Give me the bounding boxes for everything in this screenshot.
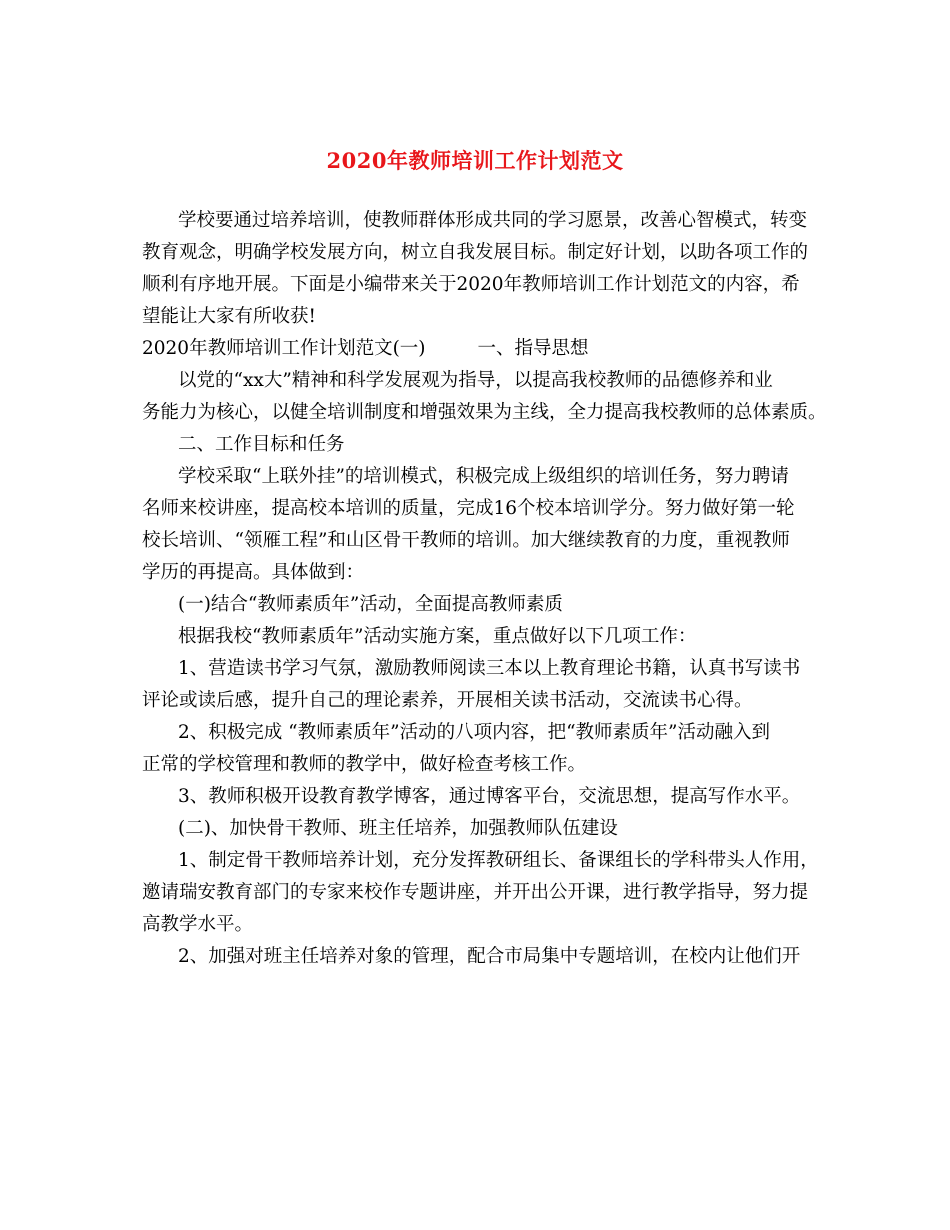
paragraph-line: 1、制定骨干教师培养计划，充分发挥教研组长、备课组长的学科带头人作用，: [178, 850, 819, 871]
paragraph-line: 评论或读后感，提升自己的理论素养，开展相关读书活动，交流读书心得。: [142, 690, 753, 711]
paragraph-line: 学校要通过培养培训，使教师群体形成共同的学习愿景，改善心智模式，转变: [178, 210, 808, 231]
paragraph-line: 顺利有序地开展。下面是小编带来关于2020年教师培训工作计划范文的内容，希: [142, 274, 800, 295]
paragraph-line: 务能力为核心，以健全培训制度和增强效果为主线，全力提高我校教师的总体素质。: [142, 402, 827, 423]
subsection-heading: 二、工作目标和任务: [178, 434, 345, 455]
paragraph-line: 2、加强对班主任培养对象的管理，配合市局集中专题培训，在校内让他们开: [178, 946, 801, 967]
paragraph-line: 正常的学校管理和教师的教学中，做好检查考核工作。: [142, 754, 587, 775]
paragraph-line: 以党的“xx大”精神和科学发展观为指导，以提高我校教师的品德修养和业: [178, 370, 773, 391]
paragraph-line: 2、积极完成 “教师素质年”活动的八项内容，把“教师素质年”活动融入到: [178, 722, 770, 743]
paragraph-line: 学历的再提高。具体做到：: [142, 562, 365, 583]
subsection-heading: (一)结合“教师素质年”活动，全面提高教师素质: [178, 594, 563, 615]
paragraph-line: 名师来校讲座，提高校本培训的质量，完成16个校本培训学分。努力做好第一轮: [142, 498, 795, 519]
paragraph-line: 望能让大家有所收获!: [142, 306, 316, 327]
paragraph-line: 高教学水平。: [142, 914, 254, 935]
paragraph-line: 教育观念，明确学校发展方向，树立自我发展目标。制定好计划，以助各项工作的: [142, 242, 809, 263]
paragraph-line: 3、教师积极开设教育教学博客，通过博客平台，交流思想，提高写作水平。: [178, 786, 801, 807]
document-title: 2020年教师培训工作计划范文: [326, 148, 624, 173]
subsection-heading: 一、指导思想: [477, 338, 589, 359]
paragraph-line: 1、营造读书学习气氛，激励教师阅读三本以上教育理论书籍，认真书写读书: [178, 658, 801, 679]
paragraph-line: 校长培训、“领雁工程”和山区骨干教师的培训。加大继续教育的力度，重视教师: [142, 530, 790, 551]
paragraph-line: 根据我校“教师素质年”活动实施方案，重点做好以下几项工作：: [178, 626, 697, 647]
paragraph-line: 邀请瑞安教育部门的专家来校作专题讲座，并开出公开课，进行教学指导，努力提: [142, 882, 809, 903]
section-heading-row: [142, 334, 589, 364]
paragraph-line: 学校采取“上联外挂”的培训模式，积极完成上级组织的培训任务，努力聘请: [178, 466, 789, 487]
section-title: 2020年教师培训工作计划范文(一): [142, 338, 426, 359]
subsection-heading: (二)、加快骨干教师、班主任培养，加强教师队伍建设: [178, 818, 618, 839]
